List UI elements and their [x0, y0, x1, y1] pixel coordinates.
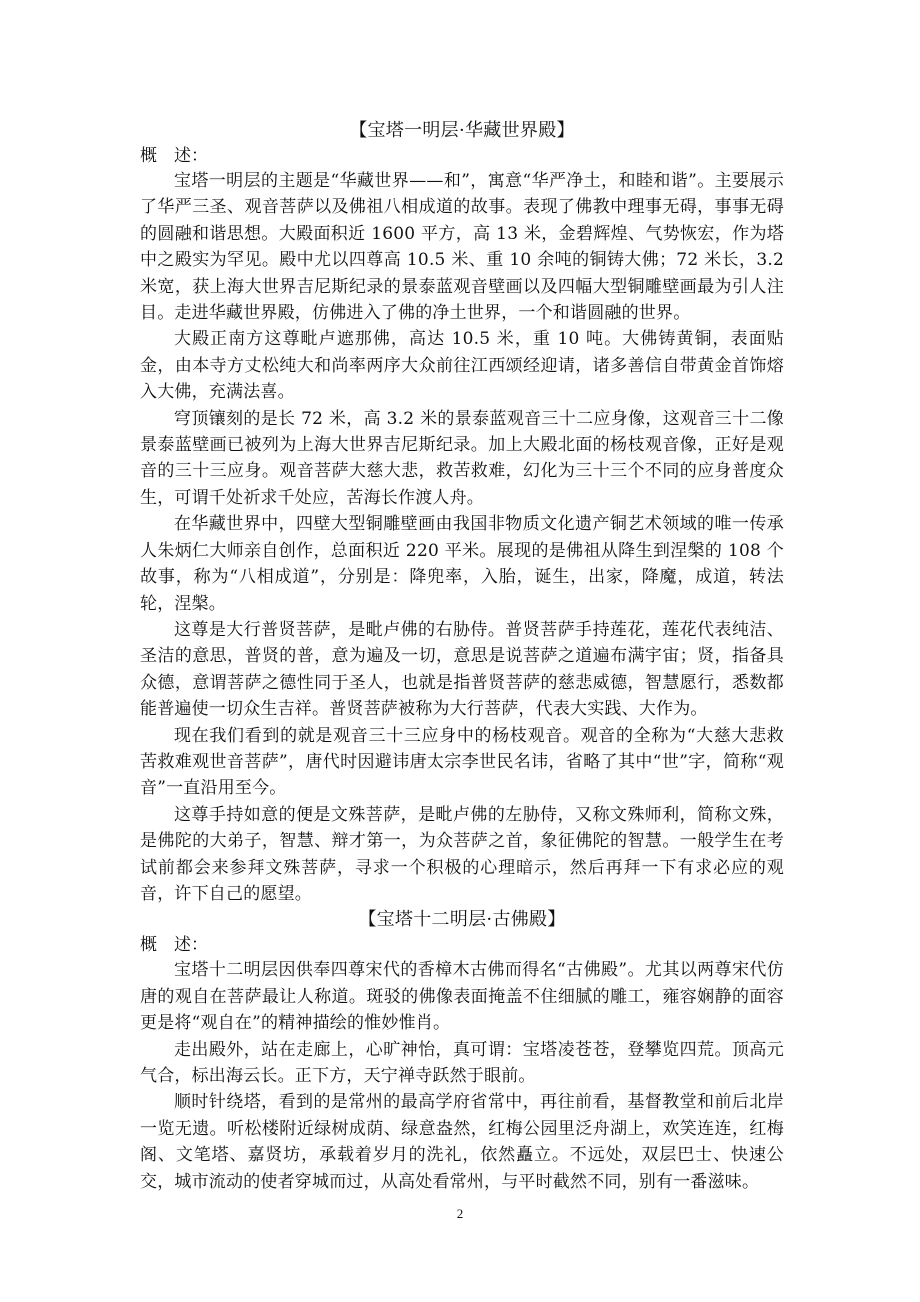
paragraph: 顺时针绕塔，看到的是常州的最高学府省常中，再往前看，基督教堂和前后北岸一览无遗。听松楼附近绿树成荫、绿意盎然，红梅公园里泛舟湖上，欢笑连连，红梅阁、文笔塔、嘉贤坊，承载着岁月的洗礼，依然矗立。不远处，双层巴士、快速公交，城市流动的使者穿城而过，从高处看常州，与平时截然不同，别有一番滋味。 — [140, 1092, 784, 1192]
paragraph: 宝塔十二明层因供奉四尊宋代的香樟木古佛而得名“古佛殿”。尤其以两尊宋代仿唐的观自在菩萨最让人称道。斑驳的佛像表面掩盖不住细腻的雕工，雍容娴静的面容更是将“观自在”的精神描绘的惟妙惟肖。 — [140, 960, 784, 1034]
overview-label: 概 述： — [140, 935, 208, 956]
section-title-huazang: 【宝塔一明层·华藏世界殿】 — [349, 120, 575, 141]
page-content — [140, 118, 784, 1195]
paragraph: 走出殿外，站在走廊上，心旷神怡，真可谓：宝塔凌苍苍，登攀览四荒。顶高元气合，标出海云长。正下方，天宁禅寺跃然于眼前。 — [140, 1039, 784, 1086]
paragraph: 在华藏世界中，四壁大型铜雕壁画由我国非物质文化遗产铜艺术领域的唯一传承人朱炳仁大师亲自创作，总面积近 220 平米。展现的是佛祖从降生到涅槃的 108 个故事，称为“八相成道”，分别是：降兜率，入胎，诞生，出家，降魔，成道，转法轮，涅槃。 — [140, 514, 784, 614]
paragraph: 穹顶镶刻的是长 72 米，高 3.2 米的景泰蓝观音三十二应身像，这观音三十二像景泰蓝壁画已被列为上海大世界吉尼斯纪录。加上大殿北面的杨枝观音像，正好是观音的三十三应身。观音菩萨大慈大悲，救苦救难，幻化为三十三个不同的应身普度众生，可谓千处祈求千处应，苦海长作渡人舟。 — [140, 408, 784, 508]
paragraph: 宝塔一明层的主题是“华藏世界——和”，寓意“华严净土，和睦和谐”。主要展示了华严三圣、观音菩萨以及佛祖八相成道的故事。表现了佛教中理事无碍，事事无碍的圆融和谐思想。大殿面积近 1600 平方，高 13 米，金碧辉煌、气势恢宏，作为塔中之殿实为罕见。殿中尤以四尊高 10.5 米、重 10 余吨的铜铸大佛；72 米长，3.2 米宽，获上海大世界吉尼斯纪录的景泰蓝观音壁画以及四幅大型铜雕壁画最为引人注目。走进华藏世界殿，仿佛进入了佛的净土世界，一个和谐圆融的世界。 — [140, 171, 784, 324]
paragraph: 这尊手持如意的便是文殊菩萨，是毗卢佛的左胁侍，又称文殊师利，简称文殊，是佛陀的大弟子，智慧、辩才第一，为众菩萨之首，象征佛陀的智慧。一般学生在考试前都会来参拜文殊菩萨，寻求一个积极的心理暗示，然后再拜一下有求必应的观音，许下自己的愿望。 — [140, 804, 784, 904]
section-title-gufo: 【宝塔十二明层·古佛殿】 — [358, 909, 566, 931]
paragraph: 这尊是大行普贤菩萨，是毗卢佛的右胁侍。普贤菩萨手持莲花，莲花代表纯洁、圣洁的意思，普贤的普，意为遍及一切，意思是说菩萨之道遍布满宇宙；贤，指备具众德，意谓菩萨之德性同于圣人，也就是指普贤菩萨的慈悲威德，智慧愿行，悉数都能普遍使一切众生吉祥。普贤菩萨被称为大行菩萨，代表大实践、大作为。 — [140, 619, 784, 720]
overview-label: 概 述： — [140, 146, 208, 166]
paragraph: 大殿正南方这尊毗卢遮那佛，高达 10.5 米，重 10 吨。大佛铸黄铜，表面贴金，由本寺方丈松纯大和尚率两序大众前往江西颂经迎请，诸多善信自带黄金首饰熔入大佛，充满法喜。 — [140, 329, 784, 403]
page-number: 2 — [456, 1206, 464, 1221]
paragraph: 现在我们看到的就是观音三十三应身中的杨枝观音。观音的全称为“大慈大悲救苦救难观世音菩萨”，唐代时因避讳唐太宗李世民名讳，省略了其中“世”字，简称“观音”一直沿用至今。 — [140, 725, 784, 799]
